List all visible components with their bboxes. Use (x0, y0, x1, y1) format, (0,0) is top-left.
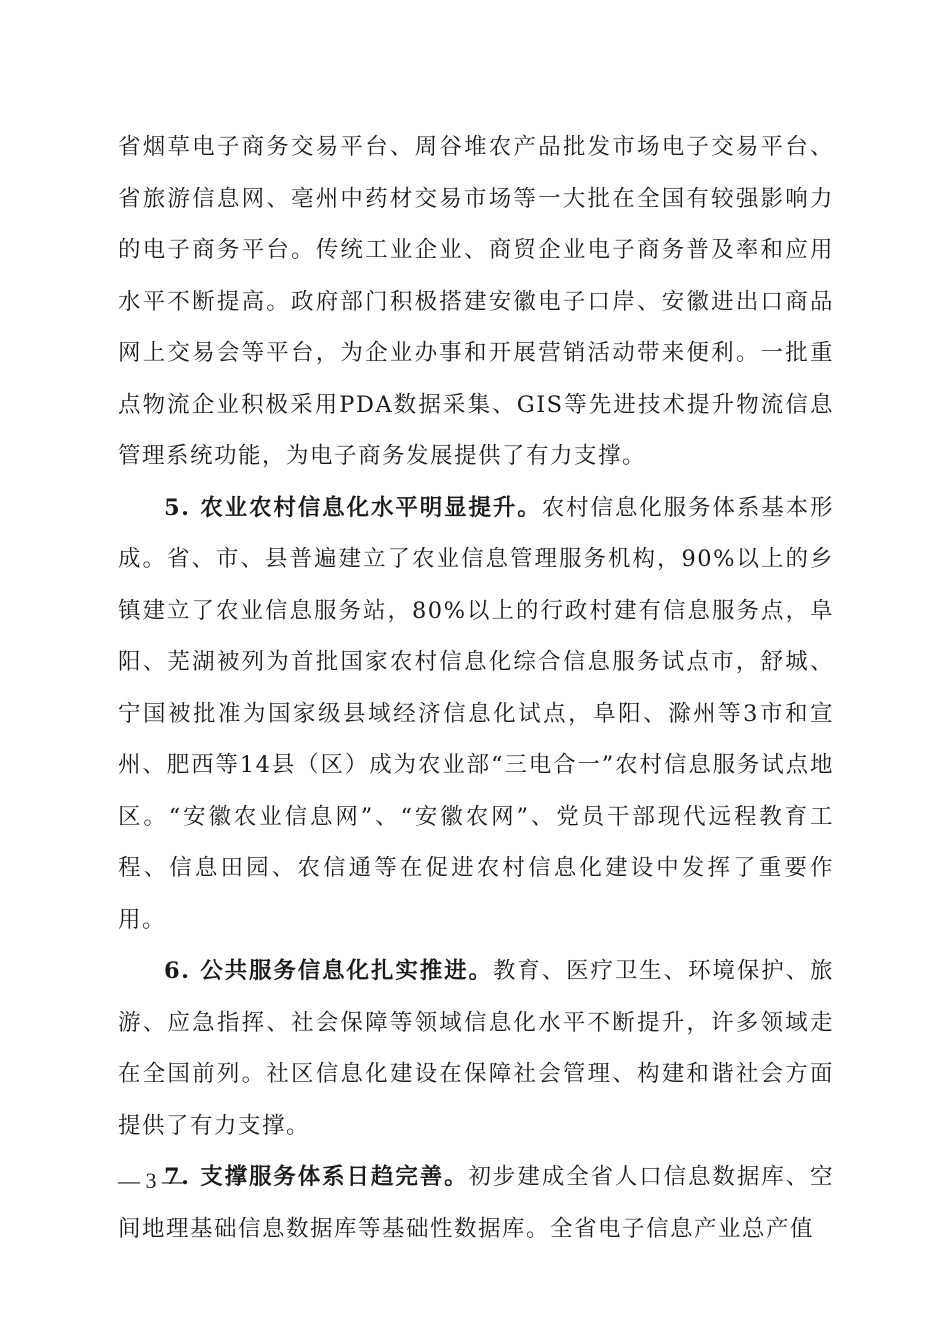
paragraph-heading: 6. 公共服务信息化扎实推进。 (164, 958, 493, 984)
paragraph-ecommerce (118, 122, 834, 483)
paragraph-text: 教育、医疗卫生、环境保护、旅游、应急指挥、社会保障等领域信息化水平不断提升，许多领域走在全国前列。社区信息化建设在保障社会管理、构建和谐社会方面提供了有力支撑。 (118, 958, 834, 1139)
page-number: — 3 — (118, 1168, 184, 1193)
paragraph-rural-informatization (118, 483, 834, 947)
paragraph-text: 省烟草电子商务交易平台、周谷堆农产品批发市场电子交易平台、省旅游信息网、亳州中药材交易市场等一大批在全国有较强影响力的电子商务平台。传统工业企业、商贸企业电子商务普及率和应用水平不断提高。政府部门积极搭建安徽电子口岸、安徽进出口商品网上交易会等平台，为企业办事和开展营销活动带来便利。一批重点物流企业积极采用PDA数据采集、GIS等先进技术提升物流信息管理系统功能，为电子商务发展提供了有力支撑。 (118, 134, 834, 469)
paragraph-support-system (118, 1152, 834, 1255)
paragraph-heading: 5. 农业农村信息化水平明显提升。 (164, 494, 542, 521)
paragraph-public-services (118, 946, 834, 1152)
paragraph-text: 初步建成全省人口信息数据库、空间地理基础信息数据库等基础性数据库。全省电子信息产业总产值 (118, 1164, 834, 1242)
document-body (118, 122, 834, 1255)
paragraph-text: 农村信息化服务体系基本形成。省、市、县普遍建立了农业信息管理服务机构，90%以上的乡镇建立了农业信息服务站，80%以上的行政村建有信息服务点，阜阳、芜湖被列为首批国家农村信息化综合信息服务试点市，舒城、宁国被批准为国家级县域经济信息化试点，阜阳、滁州等3市和宣州、肥西等14县（区）成为农业部“三电合一”农村信息服务试点地区。“安徽农业信息网”、“安徽农网”、党员干部现代远程教育工程、信息田园、农信通等在促进农村信息化建设中发挥了重要作用。 (118, 494, 834, 933)
paragraph-heading: 7. 支撑服务体系日趋完善。 (164, 1164, 469, 1190)
